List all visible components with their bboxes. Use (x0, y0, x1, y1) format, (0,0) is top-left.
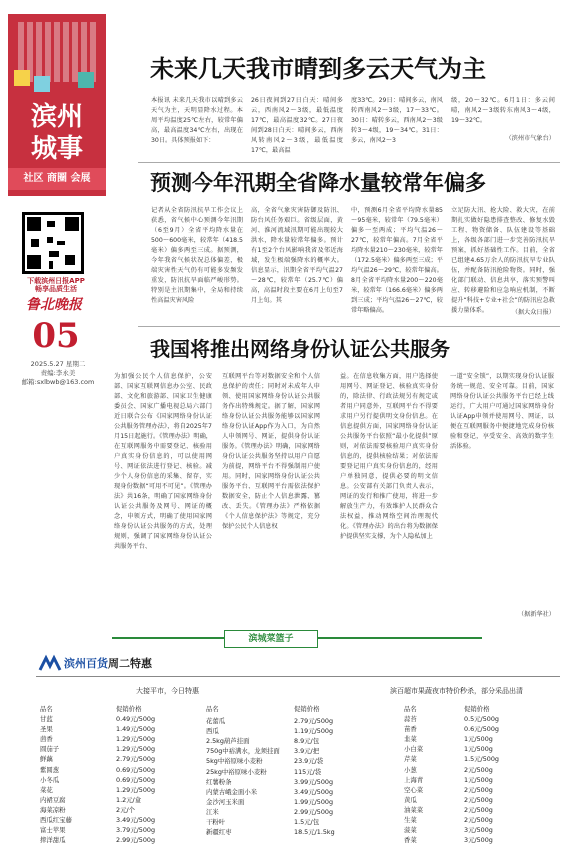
item-price: 1.19元/500g (294, 727, 334, 736)
price-row (206, 787, 386, 797)
item-name: 西瓜红宝藤 (40, 816, 72, 824)
qr-caption-1: 下载滨州日报APP (27, 277, 85, 285)
masthead (8, 14, 106, 196)
ad-banner (112, 628, 482, 648)
article3-source: （据新华社） (517, 611, 555, 618)
item-price: 3元/500g (464, 836, 493, 845)
price-row (40, 765, 190, 775)
item-price: 1.49元/500g (116, 725, 156, 734)
item-price: 1元/500g (464, 745, 493, 754)
item-name: 黄瓜 (404, 795, 417, 804)
item-name: 生菜 (404, 816, 417, 824)
item-name: 内蒙古峨金面小米 (206, 787, 258, 796)
divider (138, 326, 560, 327)
divider (36, 676, 560, 677)
item-name: 香菜 (404, 836, 417, 845)
item-name: 2.5kg葫芦挂面 (206, 737, 250, 746)
article1-col1: 本报讯 未来几天我市以晴到多云天气为主，天明显降水过程。本周平均温度25℃左右，较常年偏高，最高温度34℃左右，出现在30日。具体预报如下： (151, 97, 243, 144)
item-name: 菜花 (40, 785, 53, 794)
price-row (404, 805, 554, 815)
price-row (404, 744, 554, 754)
item-name: 甘蓝 (40, 715, 53, 723)
ad-tag: 滨城菜篮子 (224, 630, 318, 648)
item-price: 2元/个 (116, 805, 136, 814)
article3-col2: 互联网平台等对数据安全和个人信息保护的责任；同时对未成年人申领、使用国家网络身份认证公共服务作出特殊规定。据了解，国家网络身份认证公共服务能够以国家网络身份认证App作为入口，为自然人申领网号、网证，提供身份认证服务。《管理办法》明确，国家网络身份认证公共服务坚持以用户自愿为前提，网络平台不得强制用户使用。同时，国家网络身份认证公共服务平台、互联网平台需依法保护数据安全，防止个人信息泄露、篡改、丢失。《管理办法》严格依据《个人信息保护法》等规定，充分保护公民个人信息权 (222, 373, 320, 530)
article2-source: （据大众日报） (511, 309, 555, 316)
price-row (404, 785, 554, 795)
price-row (206, 777, 386, 787)
price-row (206, 817, 386, 827)
price-row (404, 815, 554, 825)
item-name: 小冬瓜 (40, 775, 60, 784)
col-header-price: 促销价格 (464, 705, 490, 713)
item-price: 2元/500g (464, 785, 493, 794)
ad-left-note: 大接平市，今日特惠 (136, 687, 199, 695)
item-price: 3.49元/500g (116, 816, 156, 824)
item-name: 摔洋甜瓜 (40, 836, 66, 845)
item-price: 3.99元/500g (294, 777, 334, 786)
item-price: 0.5元/500g (464, 715, 499, 723)
col-header-name: 品名 (40, 705, 53, 713)
item-name: 蒜苔 (404, 715, 417, 723)
price-row (206, 767, 386, 777)
price-row (40, 795, 190, 805)
price-row (404, 775, 554, 785)
item-name: 干粉叶 (206, 818, 226, 826)
price-row (404, 724, 554, 734)
item-price: 1.5元/包 (294, 818, 320, 826)
divider (138, 162, 560, 163)
item-price: 1.99元/500g (294, 797, 334, 806)
item-price: 1.29元/500g (116, 745, 156, 754)
price-row (40, 754, 190, 764)
col-header-name: 品名 (206, 705, 219, 713)
article3-headline: 我国将推出网络身份认证公共服务 (150, 337, 450, 361)
price-row (40, 734, 190, 744)
item-name: 芹菜 (404, 755, 417, 764)
item-price: 3.49元/500g (294, 787, 334, 796)
price-row (404, 714, 554, 724)
item-name: 茴香 (40, 735, 53, 744)
article1-col4: 级，20～32℃。6月1日：多云间晴，南风2～3级转东南风3～4级，19～32℃。 (451, 97, 555, 124)
article2-col1: 记者从全省防汛抗旱工作会议上获悉，省气候中心预测今年汛期（6至9月）全省平均降水量在500～600毫米，较常年（418.5毫米）偏多两至三成。据预测，今年我省气候状况总体偏差，极端灾害性天气仍有可能多发频发重发，防汛抗旱面临严峻形势。特别是主汛期集中，全局和持续性高温灾害风险 (151, 207, 243, 304)
newspaper-logo: 鲁北晚报 (26, 297, 82, 313)
masthead-title-1: 滨州 (30, 102, 83, 132)
qr-caption-2: 畅享品质生活 (35, 285, 77, 293)
item-price: 3.79元/500g (116, 826, 156, 835)
col-header-price: 促销价格 (294, 705, 320, 713)
item-price: 2.99元/500g (116, 836, 156, 845)
item-price: 0.49元/500g (116, 715, 156, 723)
article3-col3: 益。在信息收集方面，用户选择使用网号、网证登记、核验真实身份的，除法律、行政法规另有规定或者用户同意外，互联网平台不得要求用户另行提供明文身份信息。在信息提供方面，国家网络身份认证公共服务平台依照“最小化提供”原则，对依法需要核验用户真实身份信息的，提供核验结果；对依法需要登记用户真实身份信息的，经用户单独同意，提供必要的明文信息。公安部有关部门负责人表示，网证的发行和推广使用，将进一步解放生产力，有效维护人民群众合法权益，推动网络空间治理现代化。《管理办法》的出台将为数据保护提供坚实支撑，为个人隐私加上 (340, 373, 438, 540)
item-price: 8.9元/包 (294, 737, 320, 746)
item-price: 115元/袋 (294, 767, 322, 776)
col-header-price: 促销价格 (116, 705, 142, 713)
price-row (404, 825, 554, 835)
item-name: 韭菜 (404, 735, 417, 744)
item-name: 金沙河玉米面 (206, 797, 245, 806)
item-name: 750g中裕满水，龙须挂面 (206, 747, 280, 756)
price-row (206, 807, 386, 817)
item-price: 1元/500g (464, 735, 493, 744)
item-name: 西瓜 (206, 727, 219, 736)
article1-col2: 26日夜间到27日白天：晴间多云，西南风2～3级，最低温度17℃，最高温度32℃。27日夜间到28日白天：晴间多云，西南风转南风2～3级，最低温度17℃，最高温 (251, 97, 343, 154)
item-name: 花蕾瓜 (206, 717, 226, 725)
item-name: 圆茄子 (40, 745, 60, 754)
qr-code[interactable] (22, 212, 84, 274)
item-price: 18.5元/1.5kg (294, 828, 335, 837)
price-row (206, 797, 386, 807)
article1-source: （滨州市气象台） (505, 135, 555, 142)
item-name: 空心菜 (404, 785, 424, 794)
price-row (404, 835, 554, 845)
item-price: 2元/500g (464, 805, 493, 814)
issue-date: 2025.5.27 星期二 (30, 360, 86, 368)
editor: 责编:李永美 (40, 369, 76, 377)
item-name: 菠菜 (404, 826, 417, 835)
col-header-name: 品名 (404, 705, 417, 713)
article2-col2: 高，全省气象灾害防御及防汛、防台风任务艰巨。省级层面，黄河、淮河流域汛期可能出现较大洪水，降水量较常年偏多。预计有1至2个台风影响我省及邻近海域，发生极端强降水的概率大。信息显示，汛期全省平均气温27～28℃，较常年（25.7℃）偏高，高温时段主要在6月上旬至7月上旬。其 (251, 207, 343, 304)
item-name: 油菜菜 (404, 805, 424, 814)
price-row (40, 785, 190, 795)
item-price: 0.6元/500g (464, 725, 499, 734)
item-name: 紫圆葱 (40, 765, 60, 774)
price-row (206, 726, 386, 736)
price-row (40, 724, 190, 734)
price-row (206, 716, 386, 726)
item-price: 1.2元/盒 (116, 795, 142, 804)
article1-headline: 未来几天我市晴到多云天气为主 (150, 54, 486, 83)
item-price: 23.9元/袋 (294, 757, 324, 766)
article2-headline: 预测今年汛期全省降水量较常年偏多 (150, 170, 486, 195)
item-price: 1.29元/500g (116, 735, 156, 744)
article3-col4: 一道“安全锁”，以期实现身份认证服务统一规范、安全可靠。目前，国家网络身份认证公共服务平台已经上线运行，广大用户可通过国家网络身份认证App申领并使用网号、网证，以便在互联网服务中便捷地完成身份核验和登记，享受安全、高效的数字生活体验。 (450, 373, 554, 450)
article2-col4: 立足防大汛、抢大险、救大灾，在前期扎实做好隐患排查整改、修复水毁工程、物资储备、队伍建设等基础上，各级各部门进一步完善防汛抗旱预案，抓好基础性工作。目前，全省已组建4.65万余人的防汛抗旱专业队伍，并配备防汛抢险物资。同时，强化部门联动、信息共享，落实预警叫应、转移避险和应急响应机制，不断提升“科技+专业+社会”的防汛应急救援力量体系。 (451, 207, 555, 314)
price-row (404, 734, 554, 744)
price-row (404, 795, 554, 805)
email: 邮箱:sxlbwb@163.com (21, 378, 95, 386)
item-price: 2.79元/500g (294, 717, 334, 725)
item-price: 2.79元/500g (116, 755, 156, 764)
price-row (40, 825, 190, 835)
item-name: 苗香 (404, 725, 417, 734)
item-price: 1.5元/500g (464, 755, 499, 764)
price-row (206, 827, 386, 837)
price-row (206, 746, 386, 756)
item-price: 1元/500g (464, 775, 493, 784)
masthead-subtitle: 社区 商圈 会展 (8, 168, 106, 190)
price-row (40, 744, 190, 754)
item-price: 2元/500g (464, 816, 493, 824)
article3-col1: 为加强公民个人信息保护，公安部、国家互联网信息办公室、民政部、文化和旅游部、国家卫生健康委员会、国家广播电视总局六部门近日联合公布《国家网络身份认证公共服务管理办法》，将自2025年7月15日起施行。《管理办法》明确，在互联网服务中需要登记、核验用户真实身份信息的，可以使用网号、网证依法进行登记、核验。减少个人身份信息的采集、留存，实现身份数据“可用不可见”。《管理办法》共16条，明确了国家网络身份认证公共服务及网号、网证的概念，申领方式，明确了使用国家网络身份认证公共服务的方式，处理规则，强调了国家网络身份认证公共服务平台、 (114, 373, 212, 550)
item-name: 25kg中裕原味小麦粉 (206, 767, 267, 776)
item-price: 2元/500g (464, 795, 493, 804)
item-name: 上海青 (404, 775, 424, 784)
item-name: 小葱 (404, 765, 417, 774)
masthead-title-2: 城事 (30, 134, 83, 164)
price-row (40, 815, 190, 825)
item-name: 小白菜 (404, 745, 424, 754)
item-name: 内裙豆腐 (40, 795, 66, 804)
item-price: 2元/500g (464, 765, 493, 774)
item-name: 5kg中裕原味小麦粉 (206, 757, 263, 766)
ad-right-note: 滨百超市果蔬夜市特价秒杀，部分采品出清 (390, 687, 523, 695)
item-name: 圣果 (40, 725, 53, 734)
item-price: 3.9元/把 (294, 747, 320, 756)
price-row (40, 775, 190, 785)
page-number: 05 (32, 316, 80, 356)
brand-logo-icon (38, 656, 62, 672)
item-name: 江米 (206, 807, 219, 816)
item-price: 1.29元/500g (116, 785, 156, 794)
price-row (40, 835, 190, 845)
item-name: 鲜藕 (40, 755, 53, 764)
item-name: 海菜凉粉 (40, 805, 66, 814)
price-row (206, 736, 386, 746)
brand-name: 滨州百货 (64, 657, 108, 670)
price-row (40, 714, 190, 724)
price-row (206, 756, 386, 766)
item-price: 3元/500g (464, 826, 493, 835)
item-price: 0.69元/500g (116, 765, 156, 774)
item-name: 富士苹果 (40, 826, 66, 835)
article1-col3: 度33℃。29日：晴间多云，南风转西南风2～3级，17～33℃。30日：晴转多云，西南风2～3级转3～4级，19～34℃。31日：多云，南风2～3 (351, 97, 443, 144)
price-row (404, 765, 554, 775)
item-price: 0.69元/500g (116, 775, 156, 784)
item-price: 2.99元/500g (294, 807, 334, 816)
ad-subtitle: 周二特惠 (108, 657, 152, 670)
price-row (40, 805, 190, 815)
price-row (404, 754, 554, 764)
item-name: 新疆红枣 (206, 828, 232, 837)
item-name: 红薯粉条 (206, 777, 232, 786)
article2-col3: 中，预测6月全省平均降水量85～95毫米，较常年（79.5毫米）偏多一至两成；平均气温26～27℃，较常年偏高。7月全省平均降水量210～230毫米，较常年（172.5毫米）偏多两至三成；平均气温26～29℃，较常年偏高。8月全省平均降水量200～220毫米，较常年（166.6毫米）偏多两到三成；平均气温26～27℃，较常年略偏高。 (351, 207, 443, 314)
